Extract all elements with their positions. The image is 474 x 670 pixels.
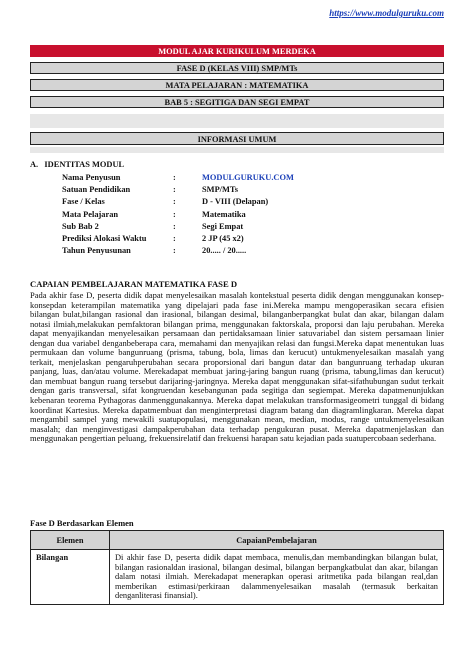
header-mata-pelajaran: MATA PELAJARAN : MATEMATIKA (30, 79, 444, 91)
identitas-value: SMP/MTs (202, 185, 238, 194)
section-identitas-modul: A. IDENTITAS MODUL (30, 160, 125, 169)
identitas-value: D - VIII (Delapan) (202, 197, 269, 206)
elemen-cell: Bilangan (31, 550, 110, 605)
identitas-key: Prediksi Alokasi Waktu (62, 234, 147, 243)
identitas-colon: : (173, 234, 176, 243)
identitas-key: Satuan Pendidikan (62, 185, 131, 194)
identitas-value: MODULGURUKU.COM (202, 173, 294, 182)
identitas-colon: : (173, 173, 176, 182)
identitas-colon: : (173, 185, 176, 194)
capaian-cell: Di akhir fase D, peserta didik dapat membaca, menulis,dan membandingkan bilangan bulat, bilangan rasionaldan irasional, bilangan desimal, bilangan berpangkatbulat dan akar, bilangan dalam notasi ilmiah. Merekadapat menerapkan operasi aritmetika pada bilangan real,dan memberikan estimasi/perkiraan dalammenyelesaikan masalah (termasuk berkaitan denganliterasi finansial). (110, 550, 444, 605)
identitas-value: Matematika (202, 210, 246, 219)
table-header-row (31, 531, 444, 550)
website-url-link[interactable]: https://www.modulguruku.com (329, 8, 444, 18)
identitas-colon: : (173, 210, 176, 219)
header-bab: BAB 5 : SEGITIGA DAN SEGI EMPAT (30, 96, 444, 108)
identitas-key: Fase / Kelas (62, 197, 105, 206)
capaian-paragraph: Pada akhir fase D, peserta didik dapat menyelesaikan masalah kontekstual peserta didik dengan menggunakan konsep-konsepdan keterampilan matematika yang dipelajari pada fase ini.Mereka mampu mengoperasikan secara efisien bilangan bulat,bilangan rasional dan irasional, bilangan desimal, bilanganberpangkat bulat dan akar, bilangan dalam notasi ilmiah,melakukan pemfaktoran bilangan prima, menggunakan faktorskala, proporsi dan laju perubahan. Mereka dapat menyajikandan menyelesaikan persamaan dan pertidaksamaan linier satuvariabel dan sistem persamaan linier dengan dua variabel denganbeberapa cara, memahami dan menyajikan relasi dan fungsi.Mereka dapat menentukan luas permukaan dan volume bangunruang (prisma, tabung, bola, limas dan kerucut) untukmenyelesaikan masalah yang terkait, menjelaskan pengaruhperubahan secara proporsional dari bangun datar dan bangunruang terhadap ukuran panjang, luas, dan/atau volume. Merekadapat membuat jaring-jaring bangun ruang (prisma, tabung,limas dan kerucut) dan membuat bangun ruang tersebut darijaring-jaringnya. Mereka dapat menggunakan sifat-sifathubungan sudut terkait dengan garis transversal, sifat kongruendan kesebangunan pada segitiga dan segiempat. Mereka dapatmenunjukkan kebenaran teorema Pythagoras danmenggunakannya. Mereka dapat melakukan transformasigeometri tunggal di bidang koordinat Kartesius. Mereka dapatmembuat dan menginterpretasi diagram batang dan diagramlingkaran. Mereka dapat mengambil sampel yang mewakili suatupopulasi, menggunakan mean, median, modus, range untukmenyelesaikan masalah; dan menginvestigasi dampakperubahan data terhadap pengukuran pusat. Mereka dapatmenjelaskan dan menggunakan pengertian peluang, frekuensirelatif dan frekuensi harapan satu kejadian pada suatupercobaan sederhana. (30, 290, 444, 444)
identitas-key: Mata Pelajaran (62, 210, 119, 219)
identitas-colon: : (173, 222, 176, 231)
identitas-value: 20..... / 20..... (202, 246, 247, 255)
shaded-separator-small (30, 147, 444, 153)
identitas-colon: : (173, 197, 176, 206)
info-umum-title: INFORMASI UMUM (30, 132, 444, 145)
identitas-key: Nama Penyusun (62, 173, 121, 182)
shaded-separator (30, 114, 444, 128)
elemen-table (30, 530, 444, 605)
column-header-capaian: CapaianPembelajaran (110, 531, 444, 550)
column-header-elemen: Elemen (31, 531, 110, 550)
table-row (31, 550, 444, 605)
capaian-title: CAPAIAN PEMBELAJARAN MATEMATIKA FASE D (30, 279, 238, 289)
identitas-colon: : (173, 246, 176, 255)
identitas-key: Sub Bab 2 (62, 222, 99, 231)
header-modul-ajar: MODUL AJAR KURIKULUM MERDEKA (30, 45, 444, 57)
identitas-value: 2 JP (45 x2) (202, 234, 244, 243)
identitas-key: Tahun Penyusunan (62, 246, 131, 255)
identitas-value: Segi Empat (202, 222, 244, 231)
fase-elemen-title: Fase D Berdasarkan Elemen (30, 518, 134, 528)
header-fase: FASE D (KELAS VIII) SMP/MTs (30, 62, 444, 74)
